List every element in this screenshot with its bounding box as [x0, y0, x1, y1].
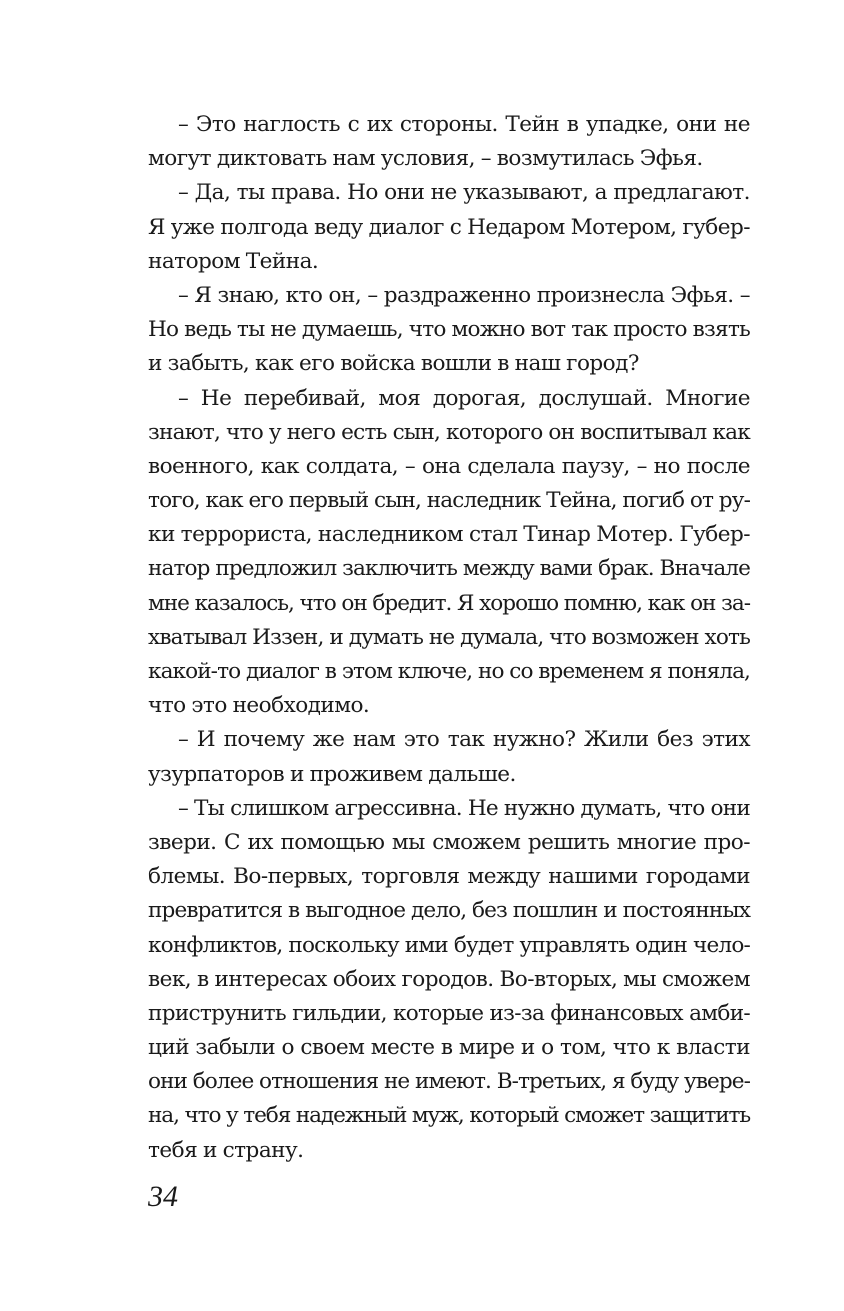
- text-line: и забыть, как его войска вошли в наш город?: [148, 351, 639, 377]
- text-line: – Не перебивай, моя дорогая, дослушай. Многие: [178, 385, 750, 411]
- page-number: 34: [148, 1180, 178, 1213]
- text-line: звери. С их помощью мы сможем решить многие про-: [148, 829, 750, 855]
- text-line: – Это наглость с их стороны. Тейн в упадке, они не: [178, 112, 750, 137]
- text-line: Я уже полгода веду диалог с Недаром Мотером, губер-: [148, 214, 750, 240]
- text-line: конфликтов, поскольку ими будет управлять один чело-: [148, 932, 750, 958]
- text-line: ций забыли о своем месте в мире и о том, что к власти: [148, 1035, 750, 1061]
- text-line: приструнить гильдии, которые из-за финансовых амби-: [148, 1000, 750, 1026]
- body-text: [148, 108, 750, 1168]
- text-line: хватывал Иззен, и думать не думала, что возможен хоть: [148, 624, 750, 650]
- text-line: превратится в выгодное дело, без пошлин и постоянных: [148, 898, 750, 924]
- text-line: что это необходимо.: [148, 693, 370, 719]
- text-line: натором Тейна.: [148, 248, 319, 274]
- text-line: они более отношения не имеют. В-третьих, я буду увере-: [148, 1069, 750, 1095]
- text-line: какой-то диалог в этом ключе, но со временем я поняла,: [148, 659, 750, 684]
- text-line: того, как его первый сын, наследник Тейна, погиб от ру-: [148, 488, 750, 514]
- text-line: тебя и страну.: [148, 1137, 304, 1163]
- text-line: век, в интересах обоих городов. Во-вторых, мы сможем: [148, 966, 750, 992]
- text-line: – Ты слишком агрессивна. Не нужно думать, что они: [178, 795, 750, 821]
- text-line: могут диктовать нам условия, – возмутилась Эфья.: [148, 146, 703, 172]
- text-line: военного, как солдата, – она сделала паузу, – но после: [148, 453, 750, 479]
- text-line: блемы. Во-первых, торговля между нашими городами: [148, 864, 750, 890]
- text-line: узурпаторов и проживем дальше.: [148, 761, 516, 787]
- text-line: ки террориста, наследником стал Тинар Мотер. Губер-: [148, 522, 750, 548]
- text-line: мне казалось, что он бредит. Я хорошо помню, как он за-: [148, 590, 750, 616]
- text-line: – Я знаю, кто он, – раздраженно произнесла Эфья. –: [178, 282, 750, 308]
- text-line: Но ведь ты не думаешь, что можно вот так просто взять: [148, 317, 750, 343]
- text-line: – И почему же нам это так нужно? Жили без этих: [178, 727, 750, 753]
- text-line: на, что у тебя надежный муж, который сможет защитить: [148, 1103, 750, 1129]
- text-line: – Да, ты права. Но они не указывают, а предлагают.: [178, 180, 750, 206]
- text-line: натор предложил заключить между вами брак. Вначале: [148, 556, 750, 582]
- text-line: знают, что у него есть сын, которого он воспитывал как: [148, 419, 750, 445]
